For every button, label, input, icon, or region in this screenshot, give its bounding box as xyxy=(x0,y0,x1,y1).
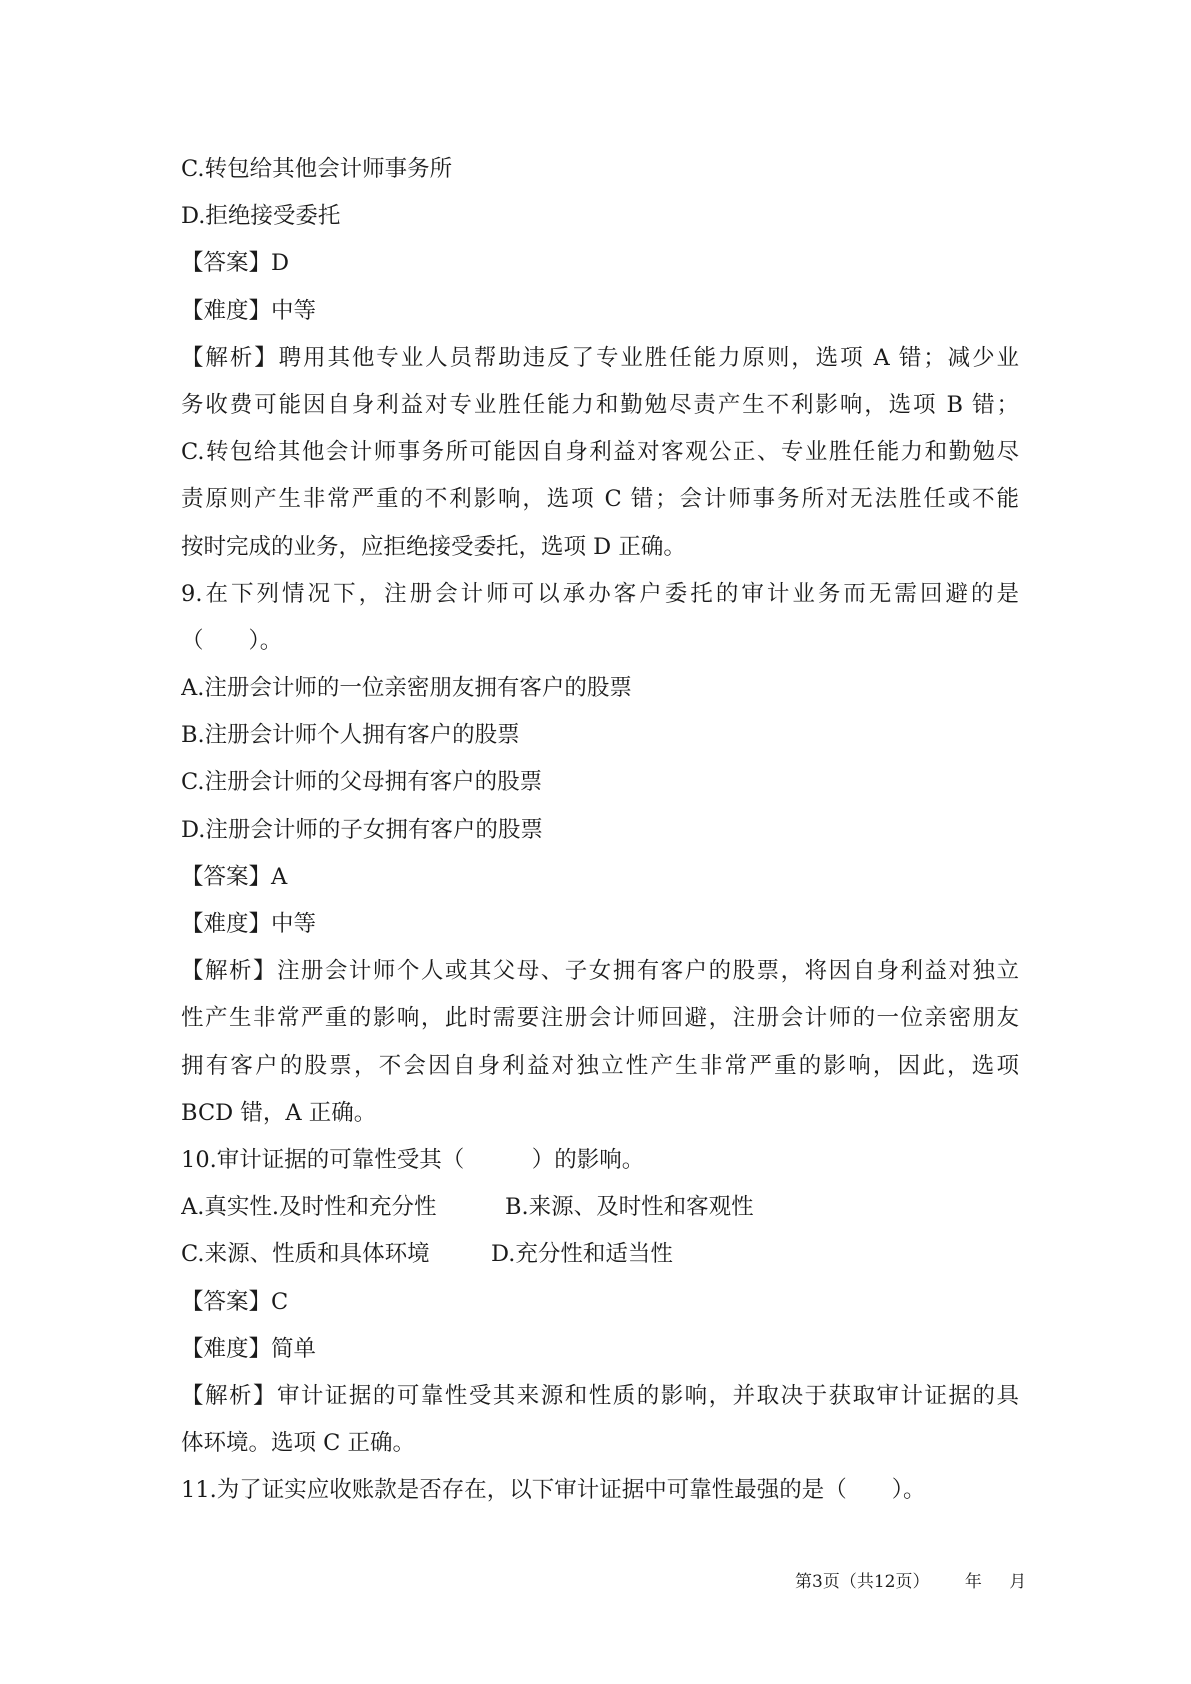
explanation-q9-line4: BCD 错，A 正确。 xyxy=(181,1099,377,1126)
year-label: 年 xyxy=(964,1572,982,1592)
option-d-q10: D.充分性和适当性 xyxy=(491,1241,673,1268)
difficulty-q8: 【难度】中等 xyxy=(181,297,317,324)
page-footer xyxy=(795,1570,1048,1594)
answer-q8: 【答案】D xyxy=(181,250,290,277)
page-number: 第3页（共12页） xyxy=(795,1572,930,1592)
answer-q9: 【答案】A xyxy=(181,863,288,890)
option-c-q9: C.注册会计师的父母拥有客户的股票 xyxy=(181,769,543,796)
option-b-q10: B.来源、及时性和客观性 xyxy=(505,1194,754,1221)
question-11: 11.为了证实应收账款是否存在，以下审计证据中可靠性最强的是（ ）。 xyxy=(181,1477,926,1504)
explanation-q8-line5: 按时完成的业务，应拒绝接受委托，选项 D 正确。 xyxy=(181,533,686,560)
explanation-q9-line3: 拥有客户的股票，不会因自身利益对独立性产生非常严重的影响，因此，选项 xyxy=(181,1052,1019,1079)
difficulty-q10: 【难度】简单 xyxy=(181,1335,317,1362)
option-a-q9: A.注册会计师的一位亲密朋友拥有客户的股票 xyxy=(181,675,632,702)
option-d-q9: D.注册会计师的子女拥有客户的股票 xyxy=(181,816,543,843)
explanation-q8-line3: C.转包给其他会计师事务所可能因自身利益对客观公正、专业胜任能力和勤勉尽 xyxy=(181,439,1019,466)
question-10: 10.审计证据的可靠性受其（ ）的影响。 xyxy=(181,1146,645,1173)
option-c-q10: C.来源、性质和具体环境 xyxy=(181,1241,430,1268)
option-d-prev: D.拒绝接受委托 xyxy=(181,203,341,230)
date-fields xyxy=(965,1570,1048,1594)
question-9-line2: （ ）。 xyxy=(181,627,283,654)
options-cd-q10 xyxy=(181,1231,1019,1278)
month-label: 月 xyxy=(1009,1572,1027,1592)
explanation-q9-line2: 性产生非常严重的影响，此时需要注册会计师回避，注册会计师的一位亲密朋友 xyxy=(181,1005,1019,1032)
option-b-q9: B.注册会计师个人拥有客户的股票 xyxy=(181,722,520,749)
difficulty-q9: 【难度】中等 xyxy=(181,911,317,937)
answer-q10: 【答案】C xyxy=(181,1288,289,1315)
explanation-q10-line1: 【解析】审计证据的可靠性受其来源和性质的影响，并取决于获取审计证据的具 xyxy=(181,1382,1019,1409)
explanation-q10-line2: 体环境。选项 C 正确。 xyxy=(181,1430,416,1457)
explanation-q8-line4: 责原则产生非常严重的不利影响，选项 C 错；会计师事务所对无法胜任或不能 xyxy=(181,486,1019,513)
document-body xyxy=(181,146,1019,1514)
explanation-q9-line1: 【解析】注册会计师个人或其父母、子女拥有客户的股票，将因自身利益对独立 xyxy=(181,958,1019,985)
options-ab-q10 xyxy=(181,1184,1019,1231)
explanation-q8-line2: 务收费可能因自身利益对专业胜任能力和勤勉尽责产生不利影响，选项 B 错； xyxy=(181,391,1019,418)
option-c-prev: C.转包给其他会计师事务所 xyxy=(181,156,453,182)
option-a-q10: A.真实性.及时性和充分性 xyxy=(181,1194,437,1221)
question-9-line1: 9.在下列情况下，注册会计师可以承办客户委托的审计业务而无需回避的是 xyxy=(181,580,1019,607)
explanation-q8-line1: 【解析】聘用其他专业人员帮助违反了专业胜任能力原则，选项 A 错；减少业 xyxy=(181,344,1019,371)
